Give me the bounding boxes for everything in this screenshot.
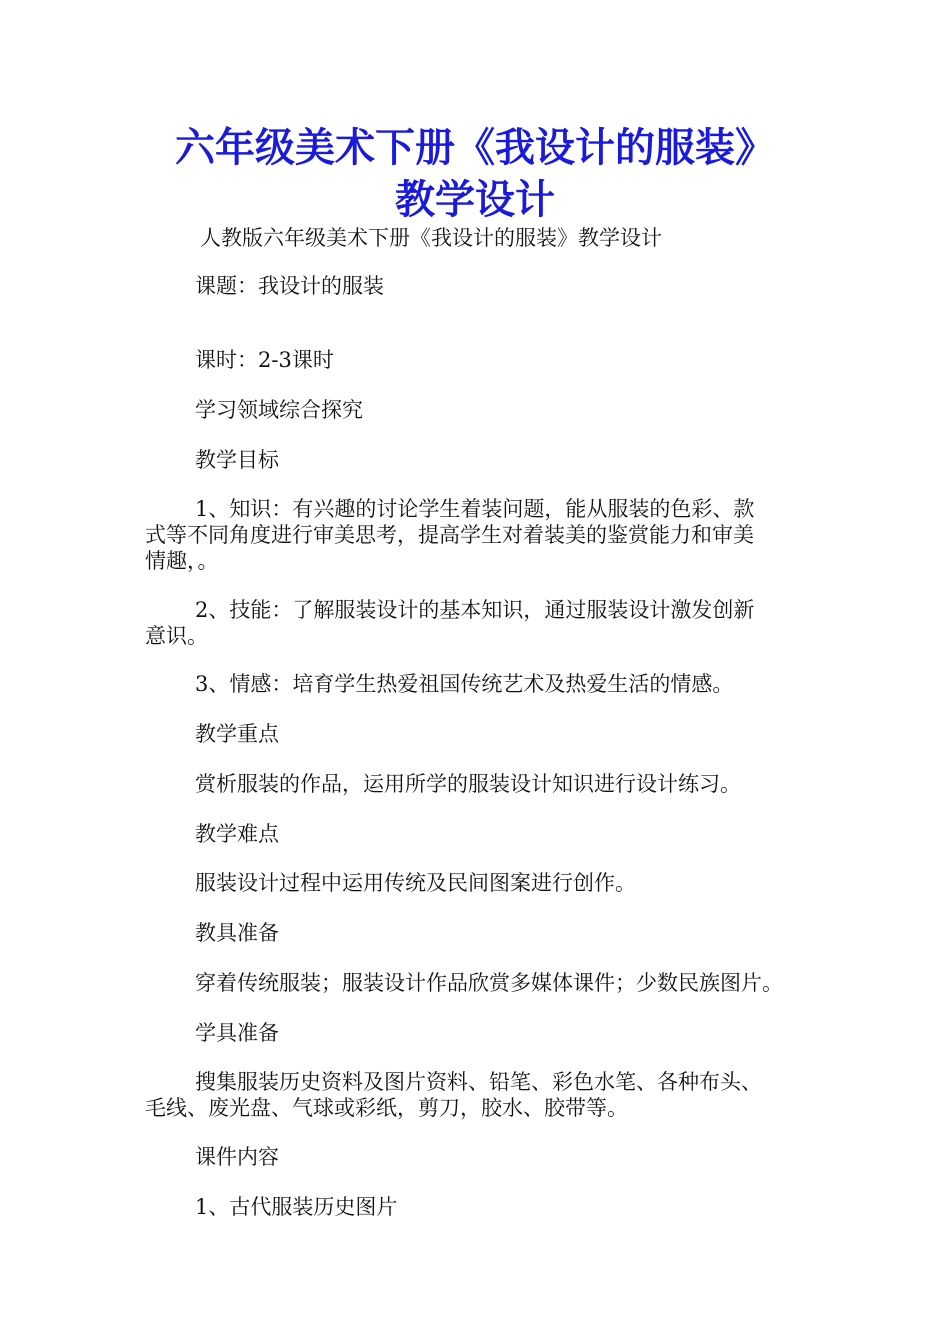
objective-1-line-1: 1、知识：有兴趣的讨论学生着装问题，能从服装的色彩、款 <box>195 497 755 521</box>
difficulties: 服装设计过程中运用传统及民间图案进行创作。 <box>195 871 636 895</box>
objective-1-line-2: 式等不同角度进行审美思考，提高学生对着装美的鉴赏能力和审美 <box>145 523 754 547</box>
key-points: 赏析服装的作品，运用所学的服装设计知识进行设计练习。 <box>195 772 741 796</box>
difficulties-heading: 教学难点 <box>195 822 279 846</box>
learning-aids-heading: 学具准备 <box>195 1021 279 1045</box>
teaching-aids: 穿着传统服装；服装设计作品欣赏多媒体课件；少数民族图片。 <box>195 971 783 995</box>
learning-area: 学习领域综合探究 <box>195 398 363 422</box>
objectives-heading: 教学目标 <box>195 448 279 472</box>
key-points-heading: 教学重点 <box>195 722 279 746</box>
learning-aids-line-2: 毛线、废光盘、气球或彩纸，剪刀，胶水、胶带等。 <box>145 1096 628 1120</box>
lesson-hours: 课时：2-3课时 <box>195 348 334 372</box>
learning-aids-line-1: 搜集服装历史资料及图片资料、铅笔、彩色水笔、各种布头、 <box>195 1070 762 1094</box>
courseware-item-1: 1、古代服装历史图片 <box>195 1195 398 1219</box>
document-title-line-1: 六年级美术下册《我设计的服装》 <box>175 125 775 171</box>
teaching-aids-heading: 教具准备 <box>195 921 279 945</box>
objective-3: 3、情感：培育学生热爱祖国传统艺术及热爱生活的情感。 <box>195 672 734 696</box>
objective-2-line-2: 意识。 <box>145 624 208 648</box>
document-title-line-2: 教学设计 <box>395 177 555 223</box>
objective-2-line-1: 2、技能：了解服装设计的基本知识，通过服装设计激发创新 <box>195 598 755 622</box>
lesson-topic: 课题：我设计的服装 <box>195 274 384 298</box>
document-subtitle: 人教版六年级美术下册《我设计的服装》教学设计 <box>200 226 662 250</box>
objective-1-line-3: 情趣，。 <box>145 549 219 573</box>
courseware-heading: 课件内容 <box>195 1145 279 1169</box>
